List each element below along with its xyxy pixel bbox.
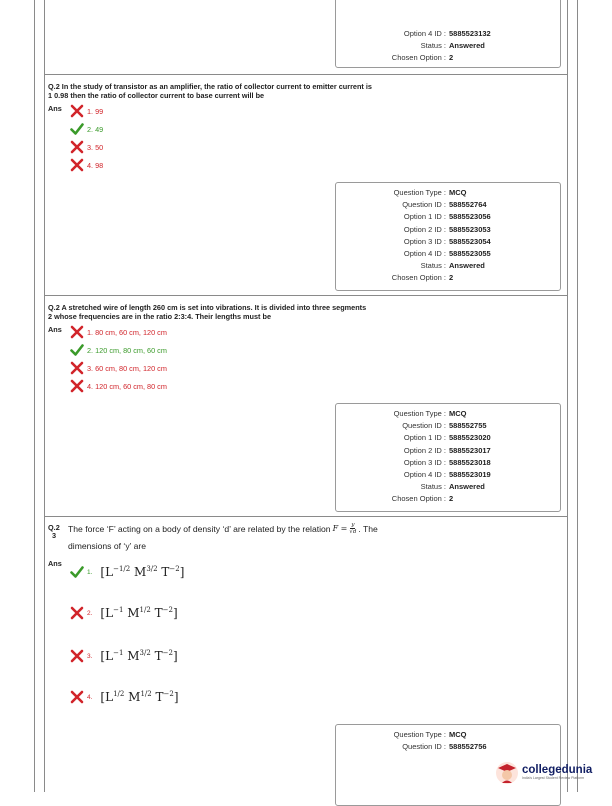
question-2-text: Q.2 A stretched wire of length 260 cm is set into vibrations. It is divided into three segments 2 whose frequencies are in the ratio 2:3:4. Their lengths must be <box>48 303 367 321</box>
logo-tagline: India's Largest Student Review Platform <box>522 775 585 780</box>
q1-option-3: 3. 50 <box>70 140 103 154</box>
logo-name: collegedunia <box>522 763 593 776</box>
question-1-text: Q.2 In the study of transistor as an amplifier, the ratio of collector current to emitter current is 1 0.98 then the ratio of collector current to base current will be <box>48 82 372 100</box>
check-icon <box>70 565 84 579</box>
divider-1 <box>44 74 568 75</box>
divider-3 <box>44 516 568 517</box>
answer-label: Ans <box>48 559 62 568</box>
question-3-text-line2: dimensions of ‘y’ are <box>68 541 147 551</box>
cross-icon <box>70 361 84 375</box>
cross-icon <box>70 690 84 704</box>
right-border-outer <box>577 0 578 792</box>
cross-icon <box>70 379 84 393</box>
collegedunia-logo <box>494 759 592 785</box>
q1-option-4: 4. 98 <box>70 158 103 172</box>
info-panel-prev: Option 4 ID : 5885523132 Status : Answered Chosen Option : 2 <box>335 0 561 68</box>
cross-icon <box>70 158 84 172</box>
q2-option-4: 4. 120 cm, 60 cm, 80 cm <box>70 379 167 393</box>
question-3-number: Q.2 3 <box>48 523 60 540</box>
left-border-inner <box>44 0 45 792</box>
cross-icon <box>70 325 84 339</box>
q3-option-4: 4. [$L^{1/2}$ $M^{1/2}$ $T^{-2}$] <box>70 690 179 704</box>
check-icon <box>70 122 84 136</box>
divider-2 <box>44 295 568 296</box>
check-icon <box>70 343 84 357</box>
info-panel-q2: Question Type : MCQ Question ID : 588552755 Option 1 ID : 5885523020 Option 2 ID : 5885523017 Option 3 ID : 5885523018 Option 4 ID : 5885523019 Status : Answered Chosen Option : 2 <box>335 403 561 512</box>
q1-option-2: 2. 49 <box>70 122 103 136</box>
cross-icon <box>70 104 84 118</box>
graduate-icon <box>494 759 520 785</box>
question-3-text: The force ‘F’ acting on a body of density ‘d’ are related by the relation F = $\frac{y}{√d}$ . The <box>68 522 378 535</box>
q2-option-3: 3. 60 cm, 80 cm, 120 cm <box>70 361 167 375</box>
q3-option-3: 3. [$L^{-1}$ $M^{3/2}$ $T^{-2}$] <box>70 649 178 663</box>
info-panel-q3: Question Type : MCQ Question ID : 588552756 <box>335 724 561 806</box>
q2-option-2: 2. 120 cm, 80 cm, 60 cm <box>70 343 167 357</box>
q3-option-2: 2. [$L^{-1}$ $M^{1/2}$ $T^{-2}$] <box>70 606 178 620</box>
answer-label: Ans <box>48 104 62 113</box>
left-border-outer <box>34 0 35 792</box>
cross-icon <box>70 606 84 620</box>
right-border-inner <box>567 0 568 792</box>
q2-option-1: 1. 80 cm, 60 cm, 120 cm <box>70 325 167 339</box>
cross-icon <box>70 649 84 663</box>
info-panel-q1: Question Type : MCQ Question ID : 588552764 Option 1 ID : 5885523056 Option 2 ID : 5885523053 Option 3 ID : 5885523054 Option 4 ID : 5885523055 Status : Answered Chosen Option : 2 <box>335 182 561 291</box>
answer-label: Ans <box>48 325 62 334</box>
q3-option-1: 1. [$L^{-1/2}$ $M^{3/2}$ $T^{-2}$] <box>70 565 184 579</box>
cross-icon <box>70 140 84 154</box>
q1-option-1: 1. 99 <box>70 104 103 118</box>
